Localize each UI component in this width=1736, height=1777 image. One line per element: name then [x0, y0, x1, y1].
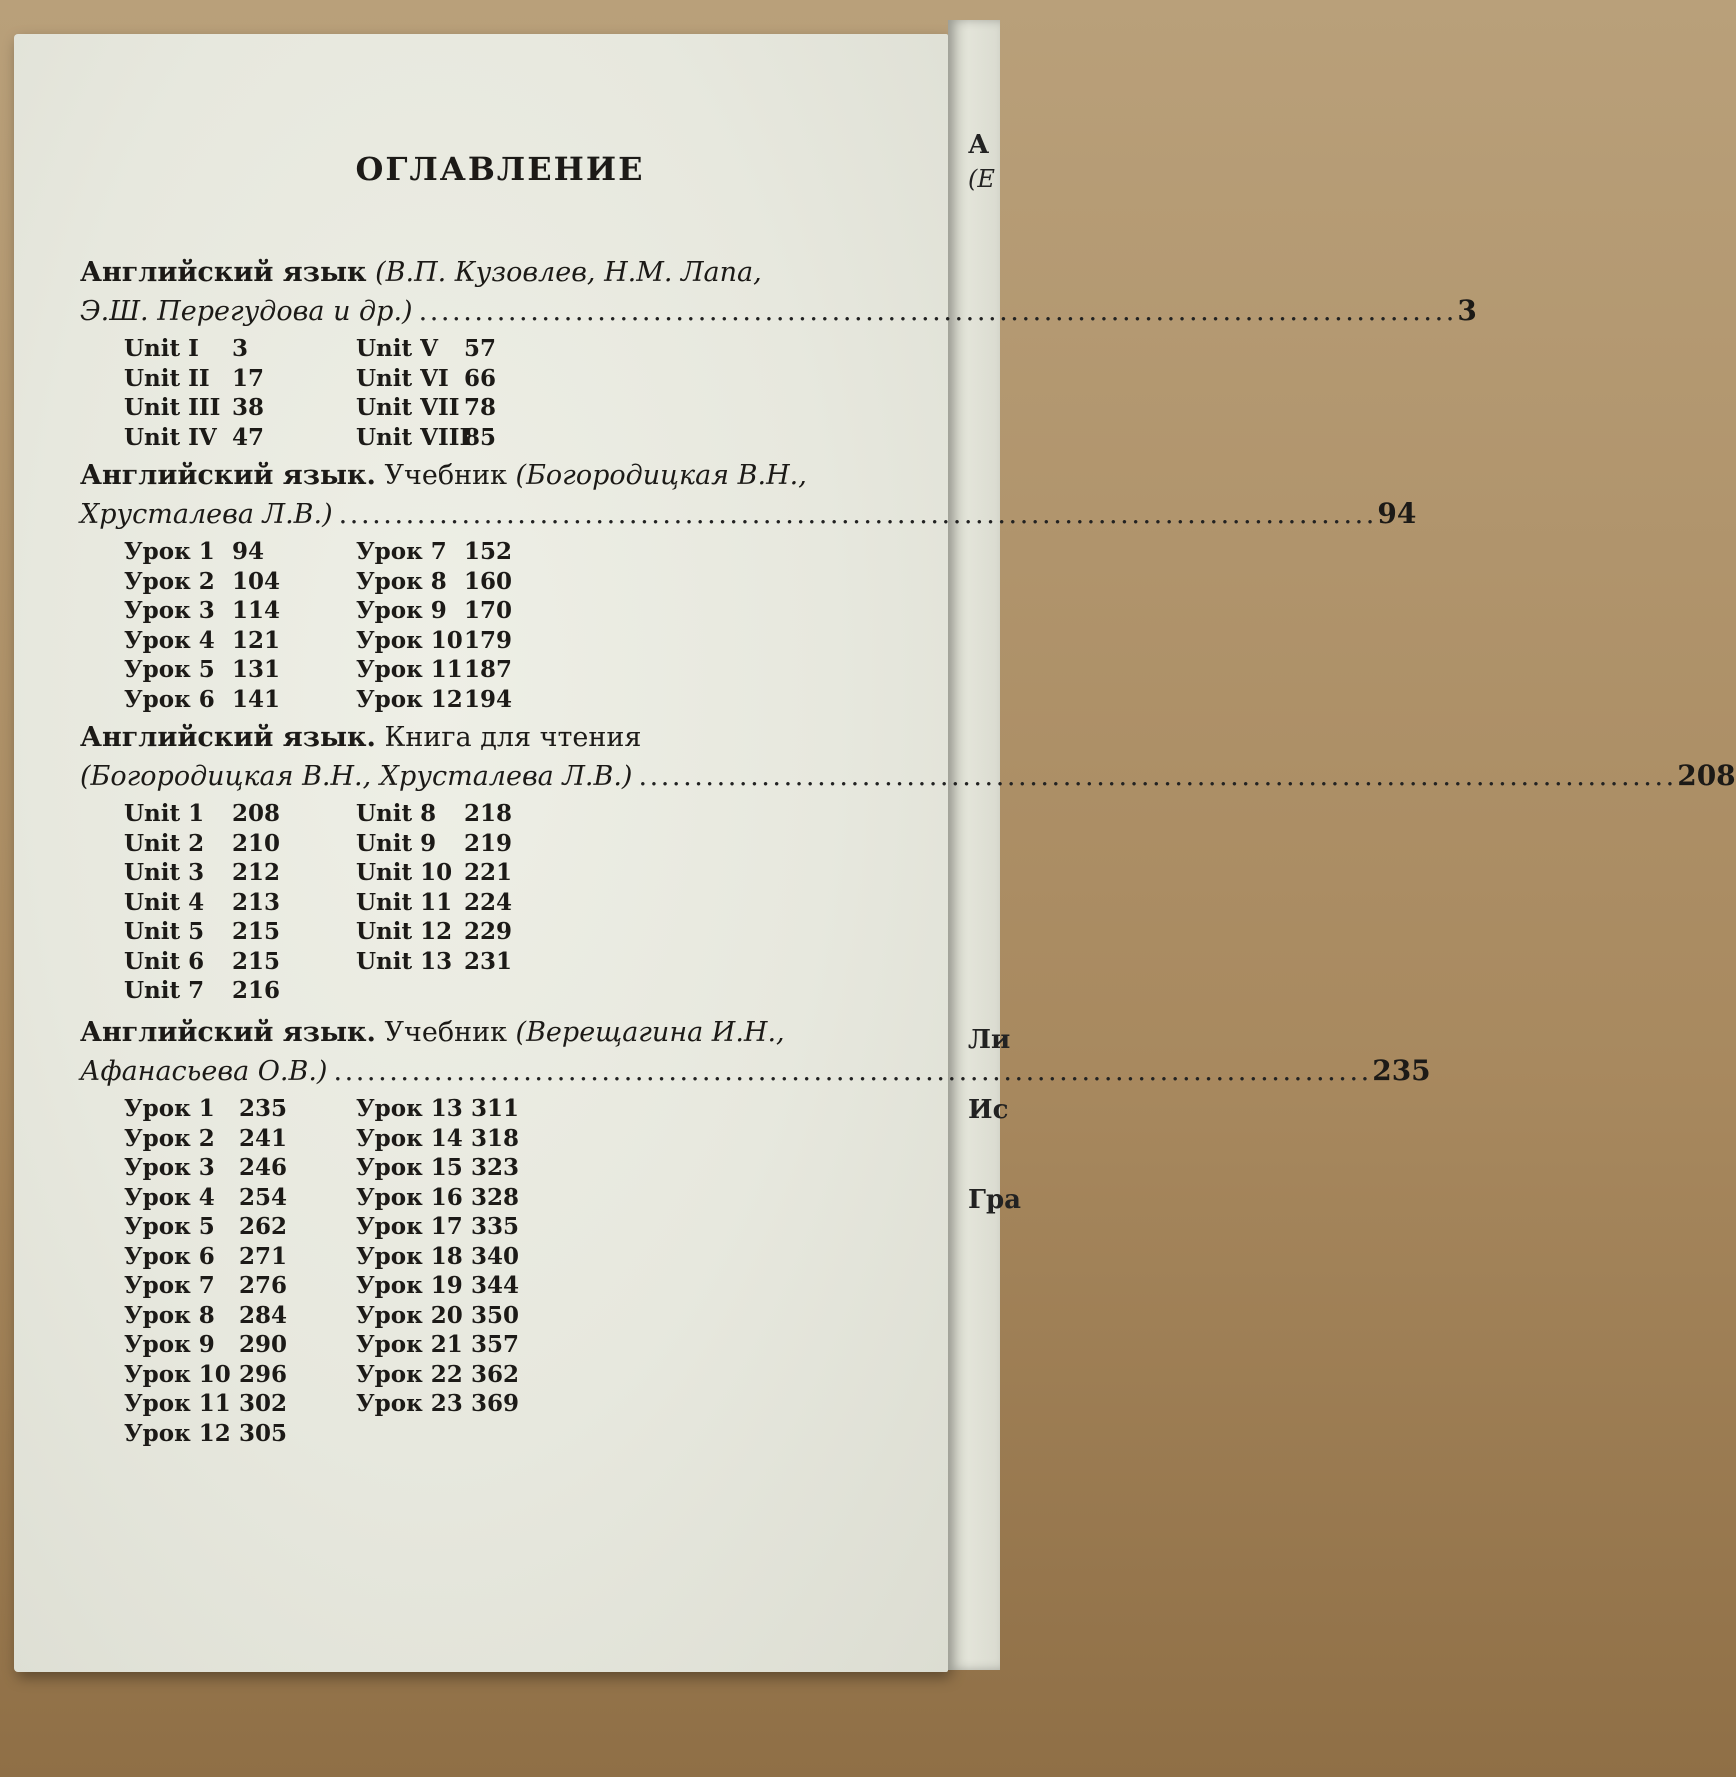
entry-label: Unit 7 — [124, 977, 205, 1004]
entry-label: Урок 3 — [124, 597, 215, 624]
toc-column-left — [80, 537, 356, 714]
toc-entry — [124, 799, 356, 829]
entry-page: 94 — [232, 538, 265, 565]
next-page-fragment: А — [968, 130, 990, 160]
toc-entry — [356, 829, 534, 859]
entry-page: 179 — [464, 626, 513, 654]
toc-column-right — [356, 1094, 541, 1448]
entry-page: 305 — [239, 1419, 288, 1447]
toc-columns — [80, 334, 900, 452]
toc-column-right — [356, 537, 534, 714]
entry-page: 210 — [232, 829, 281, 857]
entry-page: 17 — [232, 364, 265, 392]
toc-entry — [356, 537, 534, 567]
entry-page: 104 — [232, 567, 281, 595]
toc-section-bogoroditskaya-textbook — [80, 458, 1417, 714]
toc-entry — [356, 655, 534, 685]
entry-page: 369 — [471, 1390, 520, 1417]
section-authors: (В.П. Кузовлев, Н.М. Лапа, — [366, 257, 762, 288]
entry-page: 254 — [239, 1183, 288, 1211]
next-page-fragment: (Е — [968, 165, 995, 193]
toc-entry — [356, 334, 534, 364]
entry-label: Урок 21 — [356, 1331, 463, 1358]
entry-page: 221 — [464, 859, 513, 886]
entry-page: 121 — [232, 626, 281, 654]
section-heading — [80, 1015, 900, 1051]
entry-label: Урок 8 — [124, 1301, 215, 1329]
toc-entry — [356, 423, 534, 453]
entry-page: 170 — [464, 597, 513, 624]
section-subtitle: Книга для чтения — [375, 722, 642, 753]
entry-label: Урок 5 — [124, 656, 215, 683]
entry-label: Урок 11 — [356, 656, 463, 683]
entry-label: Unit 1 — [124, 800, 205, 827]
entry-label: Урок 22 — [356, 1360, 463, 1388]
entry-page: 218 — [464, 800, 513, 827]
section-authors-cont: Афанасьева О.В.) — [80, 1056, 328, 1087]
next-page-fragment: Ис — [968, 1095, 1009, 1125]
entry-label: Unit 11 — [356, 888, 453, 916]
entry-page: 362 — [471, 1360, 520, 1388]
toc-entry — [356, 858, 534, 888]
entry-page: 262 — [239, 1213, 288, 1240]
toc-entry — [356, 1301, 541, 1331]
entry-label: Unit II — [124, 364, 210, 392]
entry-label: Урок 7 — [356, 538, 447, 565]
entry-label: Урок 12 — [124, 1419, 231, 1447]
toc-entry — [124, 655, 356, 685]
toc-entry — [356, 1360, 541, 1390]
toc-entry — [124, 1360, 356, 1390]
section-subtitle: Учебник — [375, 460, 507, 491]
toc-entry — [356, 1124, 541, 1154]
entry-page: 344 — [471, 1272, 520, 1299]
section-title: Английский язык. — [80, 1017, 376, 1048]
toc-entry — [356, 1094, 541, 1124]
toc-entry — [124, 1301, 356, 1331]
entry-page: 318 — [471, 1124, 520, 1152]
entry-label: Урок 10 — [356, 626, 463, 654]
entry-page: 215 — [232, 947, 281, 975]
toc-entry — [356, 1271, 541, 1301]
entry-label: Unit 9 — [356, 829, 437, 857]
entry-label: Урок 4 — [124, 1183, 215, 1211]
entry-label: Урок 13 — [356, 1095, 463, 1122]
entry-label: Unit VII — [356, 394, 460, 421]
entry-page: 350 — [471, 1301, 520, 1329]
entry-page: 47 — [232, 423, 265, 451]
dot-leader — [333, 1054, 1366, 1090]
entry-label: Unit V — [356, 335, 438, 362]
entry-label: Урок 11 — [124, 1390, 231, 1417]
entry-page: 290 — [239, 1331, 288, 1358]
entry-label: Урок 7 — [124, 1272, 215, 1299]
toc-entry — [124, 423, 356, 453]
entry-label: Unit VI — [356, 364, 449, 392]
entry-page: 311 — [471, 1095, 520, 1122]
entry-page: 152 — [464, 538, 513, 565]
section-page-number: 208 — [1677, 759, 1736, 792]
dot-leader — [638, 759, 1671, 795]
entry-label: Unit 4 — [124, 888, 205, 916]
entry-page: 276 — [239, 1272, 288, 1299]
section-authors: (Верещагина И.Н., — [506, 1017, 785, 1048]
toc-entry — [124, 364, 356, 394]
toc-entry — [124, 858, 356, 888]
entry-label: Урок 9 — [124, 1331, 215, 1358]
toc-entry — [124, 888, 356, 918]
toc-entry — [124, 976, 356, 1006]
entry-label: Урок 9 — [356, 597, 447, 624]
entry-page: 340 — [471, 1242, 520, 1270]
adjacent-page-edge — [948, 20, 1021, 1670]
entry-page: 85 — [464, 423, 497, 451]
toc-entry — [124, 567, 356, 597]
toc-entry — [124, 1183, 356, 1213]
entry-page: 57 — [464, 335, 497, 362]
toc-entry — [356, 1330, 541, 1360]
entry-page: 296 — [239, 1360, 288, 1388]
entry-page: 114 — [232, 597, 281, 624]
entry-page: 216 — [232, 977, 281, 1004]
section-authors-cont: (Богородицкая В.Н., Хрусталева Л.В.) — [80, 761, 633, 792]
entry-page: 131 — [232, 656, 281, 683]
entry-page: 229 — [464, 918, 513, 945]
entry-page: 323 — [471, 1154, 520, 1181]
entry-page: 224 — [464, 888, 513, 916]
entry-label: Unit 3 — [124, 859, 205, 886]
section-leader-line — [80, 1053, 1431, 1090]
toc-entry — [124, 829, 356, 859]
section-heading — [80, 458, 900, 494]
entry-label: Урок 6 — [124, 685, 215, 713]
toc-entry — [356, 364, 534, 394]
toc-column-left — [80, 334, 356, 452]
entry-label: Урок 10 — [124, 1360, 231, 1388]
entry-page: 208 — [232, 800, 281, 827]
toc-entry — [124, 917, 356, 947]
entry-label: Урок 5 — [124, 1213, 215, 1240]
entry-page: 231 — [464, 947, 513, 975]
entry-page: 235 — [239, 1095, 288, 1122]
entry-label: Урок 1 — [124, 538, 215, 565]
entry-label: Unit 2 — [124, 829, 205, 857]
toc-columns — [80, 537, 900, 714]
next-page-fragment: Ли — [968, 1025, 1011, 1055]
entry-label: Урок 20 — [356, 1301, 463, 1329]
section-title: Английский язык. — [80, 460, 376, 491]
toc-entry — [124, 1124, 356, 1154]
toc-entry — [356, 685, 534, 715]
toc-entry — [124, 685, 356, 715]
entry-page: 215 — [232, 918, 281, 945]
toc-entry — [356, 1212, 541, 1242]
entry-label: Урок 19 — [356, 1272, 463, 1299]
entry-page: 357 — [471, 1331, 520, 1358]
toc-entry — [124, 1419, 356, 1449]
toc-entry — [124, 1212, 356, 1242]
toc-column-left — [80, 1094, 356, 1448]
section-title: Английский язык — [80, 257, 367, 288]
entry-label: Урок 3 — [124, 1154, 215, 1181]
entry-page: 302 — [239, 1390, 288, 1417]
toc-entry — [356, 596, 534, 626]
toc-entry — [356, 567, 534, 597]
toc-entry — [124, 1094, 356, 1124]
section-page-number: 94 — [1377, 497, 1417, 530]
toc-column-left — [80, 799, 356, 1006]
dot-leader — [419, 294, 1452, 330]
entry-label: Unit 8 — [356, 800, 437, 827]
entry-label: Урок 6 — [124, 1242, 215, 1270]
entry-page: 213 — [232, 888, 281, 916]
section-title: Английский язык. — [80, 722, 376, 753]
toc-entry — [124, 1389, 356, 1419]
section-leader-line — [80, 293, 1477, 330]
section-heading — [80, 255, 900, 291]
entry-label: Unit VIII — [356, 423, 471, 451]
entry-page: 160 — [464, 567, 513, 595]
toc-entry — [356, 947, 534, 977]
toc-column-right — [356, 334, 534, 452]
toc-entry — [124, 1271, 356, 1301]
toc-columns — [80, 799, 900, 1006]
toc-entry — [356, 393, 534, 423]
toc-columns — [80, 1094, 900, 1448]
entry-label: Unit 5 — [124, 918, 205, 945]
section-leader-line — [80, 496, 1417, 533]
entry-page: 141 — [232, 685, 281, 713]
entry-label: Урок 16 — [356, 1183, 463, 1211]
toc-entry — [356, 799, 534, 829]
toc-entry — [124, 393, 356, 423]
entry-label: Урок 18 — [356, 1242, 463, 1270]
entry-page: 78 — [464, 394, 497, 421]
toc-entry — [124, 537, 356, 567]
entry-page: 284 — [239, 1301, 288, 1329]
toc-entry — [356, 1153, 541, 1183]
entry-label: Урок 2 — [124, 1124, 215, 1152]
toc-entry — [356, 1242, 541, 1272]
toc-entry — [124, 334, 356, 364]
entry-label: Урок 23 — [356, 1390, 463, 1417]
entry-page: 38 — [232, 394, 265, 421]
toc-entry — [124, 947, 356, 977]
entry-page: 271 — [239, 1242, 288, 1270]
section-subtitle: Учебник — [375, 1017, 507, 1048]
dot-leader — [339, 497, 1372, 533]
toc-entry — [356, 888, 534, 918]
entry-page: 66 — [464, 364, 497, 392]
entry-label: Unit III — [124, 394, 221, 421]
entry-label: Урок 2 — [124, 567, 215, 595]
toc-entry — [356, 917, 534, 947]
toc-entry — [124, 626, 356, 656]
entry-label: Unit IV — [124, 423, 217, 451]
entry-label: Урок 12 — [356, 685, 463, 713]
toc-section-reading-book — [80, 720, 1736, 1006]
entry-label: Урок 4 — [124, 626, 215, 654]
entry-label: Урок 1 — [124, 1095, 215, 1122]
next-page-fragment: Гра — [968, 1185, 1021, 1215]
toc-entry — [124, 1330, 356, 1360]
entry-label: Unit I — [124, 335, 199, 362]
entry-label: Урок 17 — [356, 1213, 463, 1240]
entry-page: 212 — [232, 859, 281, 886]
toc-column-right — [356, 799, 534, 1006]
entry-label: Урок 14 — [356, 1124, 463, 1152]
entry-label: Unit 6 — [124, 947, 205, 975]
toc-section-kuzovlev — [80, 255, 1477, 452]
section-authors-cont: Э.Ш. Перегудова и др.) — [80, 296, 413, 327]
entry-label: Unit 13 — [356, 947, 453, 975]
toc-entry — [124, 1153, 356, 1183]
toc-entry — [124, 1242, 356, 1272]
entry-label: Unit 12 — [356, 918, 453, 945]
toc-entry — [356, 626, 534, 656]
section-page-number: 3 — [1457, 294, 1477, 327]
section-authors-cont: Хрусталева Л.В.) — [80, 499, 333, 530]
entry-page: 335 — [471, 1213, 520, 1240]
entry-page: 246 — [239, 1154, 288, 1181]
toc-entry — [356, 1389, 541, 1419]
toc-entry — [356, 1183, 541, 1213]
entry-page: 328 — [471, 1183, 520, 1211]
entry-page: 194 — [464, 685, 513, 713]
section-leader-line — [80, 758, 1736, 795]
entry-label: Урок 15 — [356, 1154, 463, 1181]
page-title: ОГЛАВЛЕНИЕ — [355, 150, 645, 188]
entry-page: 187 — [464, 656, 513, 683]
section-heading — [80, 720, 900, 756]
entry-page: 219 — [464, 829, 513, 857]
entry-page: 3 — [232, 335, 249, 362]
entry-page: 241 — [239, 1124, 288, 1152]
entry-label: Unit 10 — [356, 859, 453, 886]
entry-label: Урок 8 — [356, 567, 447, 595]
section-page-number: 235 — [1372, 1054, 1431, 1087]
section-authors: (Богородицкая В.Н., — [506, 460, 807, 491]
toc-entry — [124, 596, 356, 626]
